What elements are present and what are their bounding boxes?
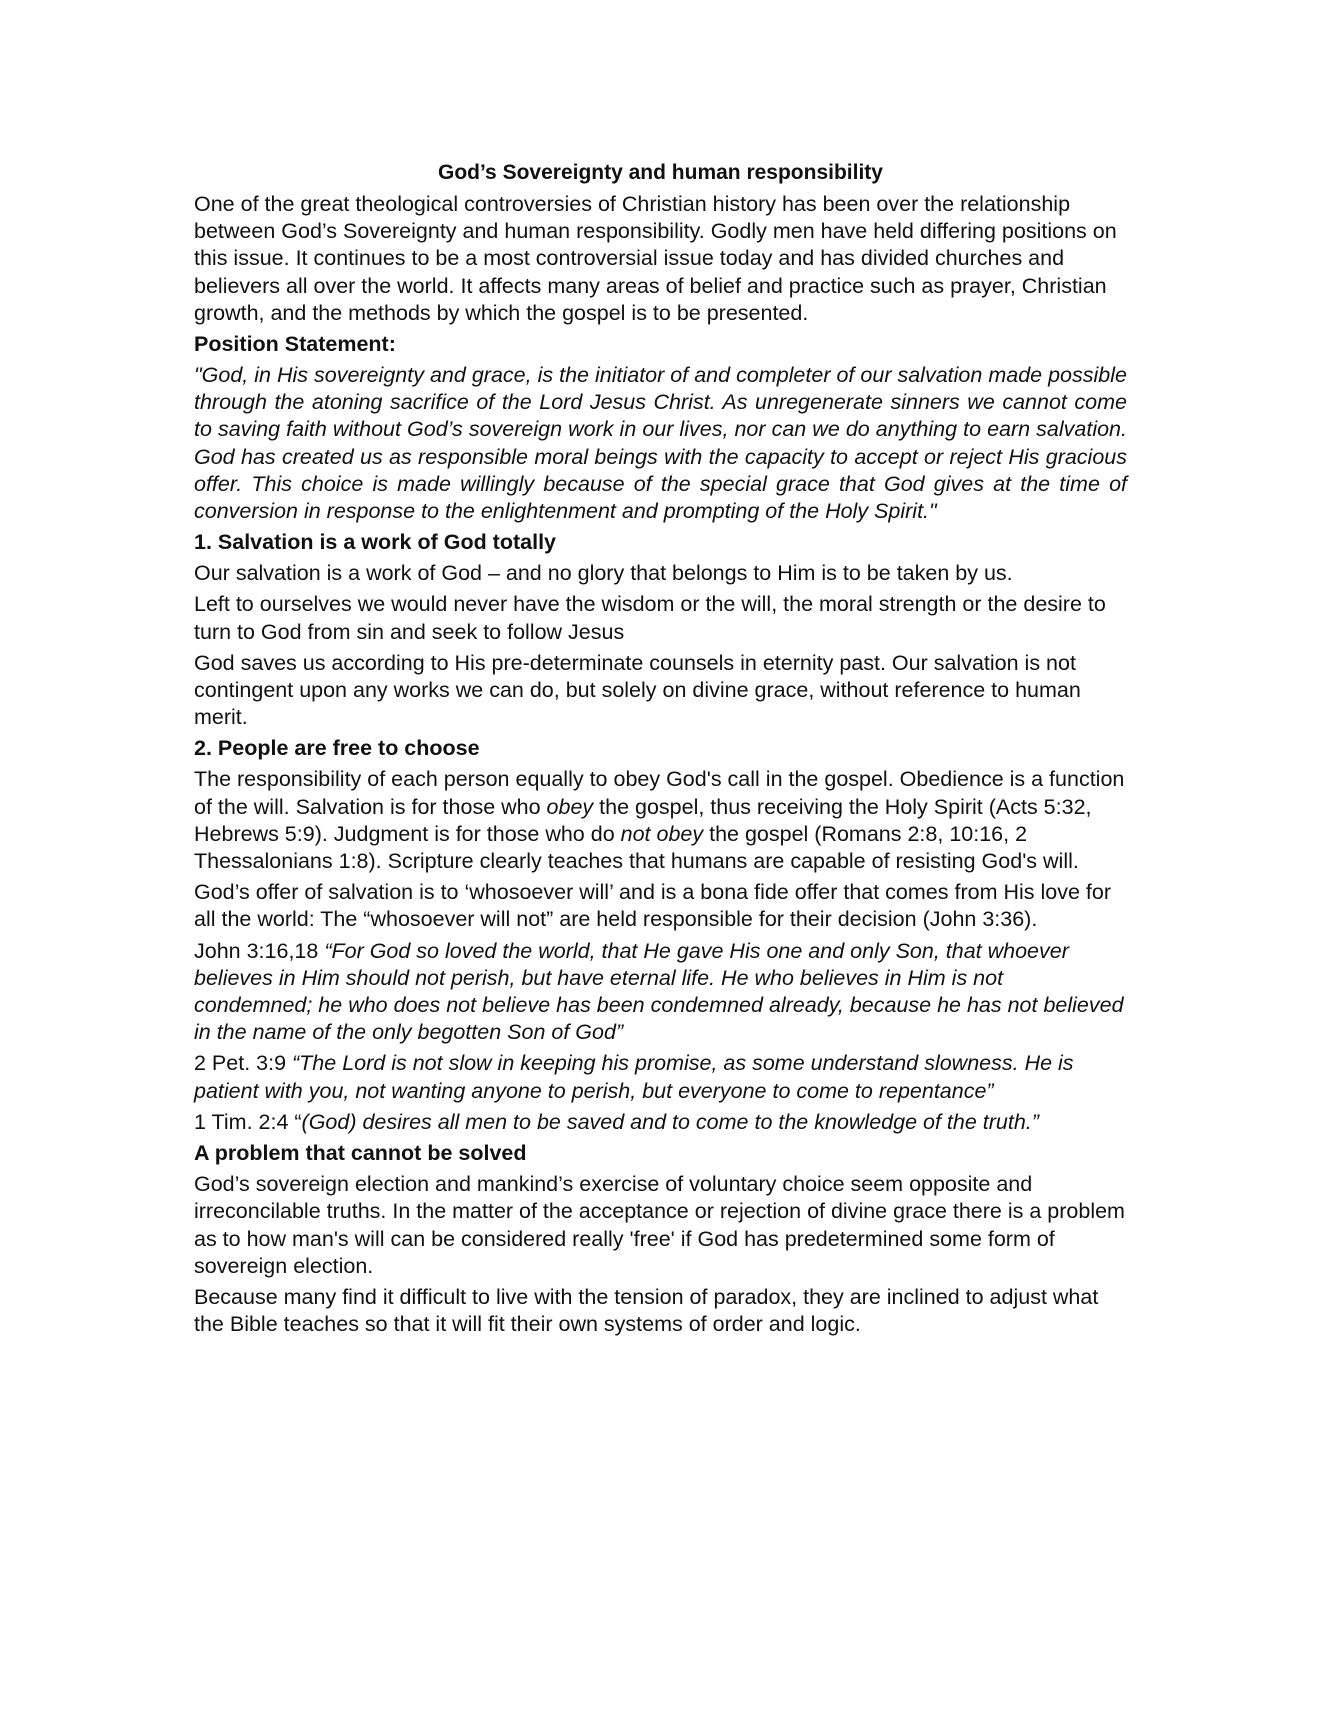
scripture-reference: John 3:16,18 xyxy=(194,938,325,963)
section-1-paragraph-1: Our salvation is a work of God – and no glory that belongs to Him is to be taken by us. xyxy=(194,561,1013,586)
section-3-paragraph-2: Because many find it difficult to live with the tension of paradox, they are inclined to adjust what the Bible teaches so that it will fit their own systems of order and logic. xyxy=(194,1284,1099,1337)
emphasis-obey: obey xyxy=(546,794,594,819)
text-run: The responsibility of each person equally to obey God's call in the gospel. Obedience is a function of the will. Salvation is for those who xyxy=(194,767,1125,819)
position-statement-text: "God, in His sovereignty and grace, is the initiator of and completer of our salvation made possible through the atoning sacrifice of the Lord Jesus Christ. As unregenerate sinners we cannot come to saving faith without God’s sovereign work in our lives, nor can we do anything to earn salvation. God has created us as responsible moral beings with the capacity to accept or reject His gracious offer. This choice is made willingly because of the special grace that God gives at the time of conversion in response to the enlightenment and prompting of the Holy Spirit." xyxy=(194,363,1127,524)
scripture-john xyxy=(194,938,1127,1047)
section-1-heading: 1. Salvation is a work of God totally xyxy=(194,530,556,555)
section-3-paragraph-1: God’s sovereign election and mankind’s exercise of voluntary choice seem opposite and irreconcilable truths. In the matter of the acceptance or rejection of divine grace there is a problem as to how man's will can be considered really 'free' if God has predetermined some form of sovereign election. xyxy=(194,1172,1125,1278)
scripture-quote: “The Lord is not slow in keeping his promise, as some understand slowness. He is patient with you, not wanting anyone to perish, but everyone to come to repentance” xyxy=(194,1051,1074,1103)
text-run: the gospel (Romans 2:8, 10:16, 2 Thessalonians 1:8). Scripture clearly teaches that humans are capable of resisting God's will. xyxy=(194,821,1079,874)
emphasis-not-obey: not obey xyxy=(620,821,704,846)
section-2-paragraph-1 xyxy=(194,766,1127,875)
scripture-peter xyxy=(194,1050,1127,1104)
position-statement-heading: Position Statement: xyxy=(194,332,396,357)
scripture-reference: 1 Tim. 2:4 “ xyxy=(194,1109,302,1134)
intro-paragraph: One of the great theological controversies of Christian history has been over the relationship between God’s Sovereignty and human responsibility. Godly men have held differing positions on this issue. It continues to be a most controversial issue today and has divided churches and believers all over the world. It affects many areas of belief and practice such as prayer, Christian growth, and the methods by which the gospel is to be presented. xyxy=(194,192,1117,325)
scripture-quote: (God) desires all men to be saved and to come to the knowledge of the truth.” xyxy=(301,1109,1039,1134)
section-1-paragraph-3: God saves us according to His pre-determinate counsels in eternity past. Our salvation is not contingent upon any works we can do, but solely on divine grace, without reference to human merit. xyxy=(194,650,1081,730)
scripture-reference: 2 Pet. 3:9 xyxy=(194,1051,293,1076)
text-run: the gospel, thus receiving the Holy Spirit (Acts 5:32, Hebrews 5:9). Judgment is for those who do xyxy=(194,794,1092,846)
scripture-timothy xyxy=(194,1109,1127,1136)
document-title: God’s Sovereignty and human responsibility xyxy=(438,161,883,184)
scripture-quote: “For God so loved the world, that He gave His one and only Son, that whoever believes in Him should not perish, but have eternal life. He who believes in Him is not condemned; he who does not believe has been condemned already, because he has not believed in the name of the only begotten Son of God” xyxy=(194,938,1124,1045)
section-2-heading: 2. People are free to choose xyxy=(194,736,480,761)
section-1-paragraph-2: Left to ourselves we would never have the wisdom or the will, the moral strength or the desire to turn to God from sin and seek to follow Jesus xyxy=(194,592,1106,644)
section-3-heading: A problem that cannot be solved xyxy=(194,1141,527,1166)
section-2-paragraph-2: God’s offer of salvation is to ‘whosoever will’ and is a bona fide offer that comes from His love for all the world: The “whosoever will not” are held responsible for their decision (John 3:36). xyxy=(194,880,1111,932)
